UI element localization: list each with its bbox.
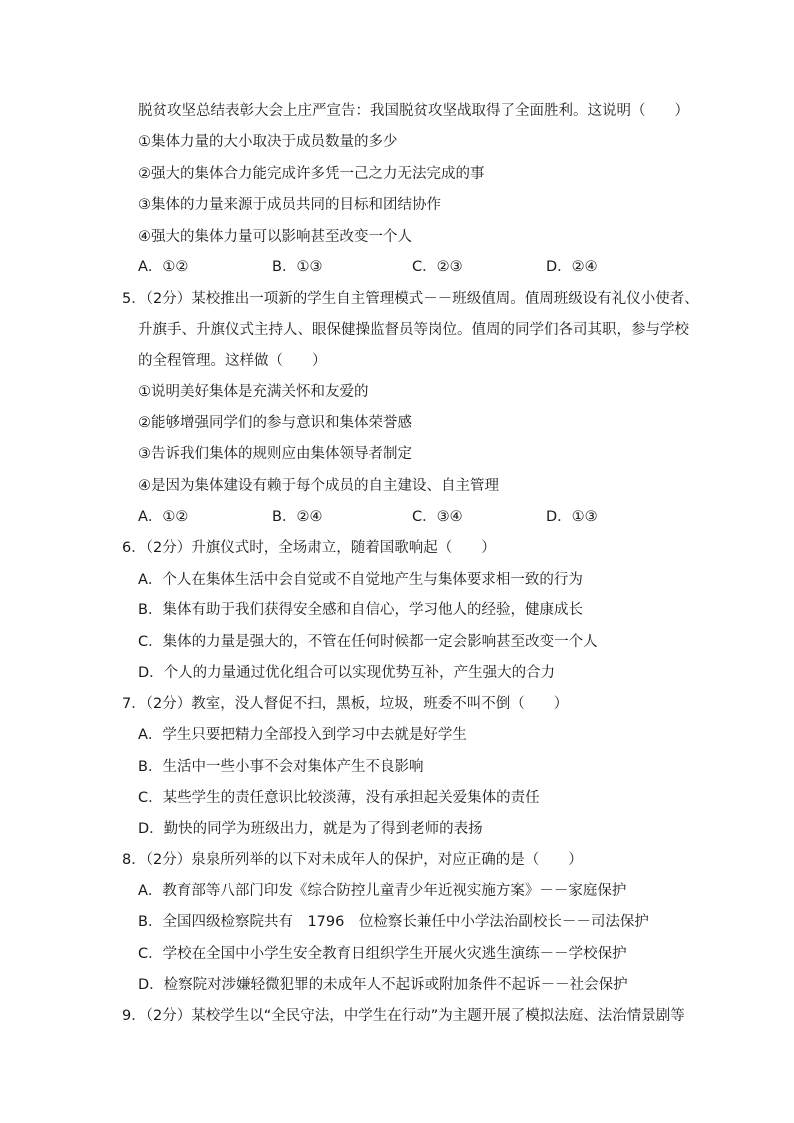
q5-item-3: ③告诉我们集体的规则应由集体领导者制定 — [138, 446, 412, 462]
q5-stem: 5．（2分）某校推出一项新的学生自主管理模式－－班级值周。值周班级设有礼仪小使者、 — [122, 291, 699, 307]
q4-choice-b[interactable]: B．①③ — [272, 259, 323, 275]
q4-item-3: ③集体的力量来源于成员共同的目标和团结协作 — [138, 197, 441, 213]
q6-option-d[interactable]: D．个人的力量通过优化组合可以实现优势互补，产生强大的合力 — [138, 665, 556, 681]
q4-choice-c[interactable]: C．②③ — [412, 259, 463, 275]
q9-stem: 9．（2分）某校学生以“全民守法，中学生在行动”为主题开展了模拟法庭、法治情景剧等 — [122, 1008, 685, 1024]
q6-option-b[interactable]: B．集体有助于我们获得安全感和自信心，学习他人的经验，健康成长 — [138, 602, 583, 618]
q4-item-2: ②强大的集体合力能完成许多凭一己之力无法完成的事 — [138, 166, 485, 182]
q6-option-a[interactable]: A．个人在集体生活中会自觉或不自觉地产生与集体要求相一致的行为 — [138, 572, 583, 588]
q8-option-a[interactable]: A．教育部等八部门印发《综合防控儿童青少年近视实施方案》－－家庭保护 — [138, 883, 627, 899]
q4-choice-d[interactable]: D．②④ — [546, 259, 598, 275]
q7-option-b[interactable]: B．生活中一些小事不会对集体产生不良影响 — [138, 759, 424, 775]
q8-option-b[interactable]: B．全国四级检察院共有 1796 位检察长兼任中小学法治副校长－－司法保护 — [138, 914, 649, 930]
q8-option-d[interactable]: D．检察院对涉嫌轻微犯罪的未成年人不起诉或附加条件不起诉－－社会保护 — [138, 977, 628, 993]
q4-choice-a[interactable]: A．①② — [138, 259, 189, 275]
q7-option-d[interactable]: D．勤快的同学为班级出力，就是为了得到老师的表扬 — [138, 821, 483, 837]
q5-item-4: ④是因为集体建设有赖于每个成员的自主建设、自主管理 — [138, 478, 499, 494]
q5-choice-b[interactable]: B．②④ — [272, 509, 323, 525]
q5-stem-line-3: 的全程管理。这样做（ ） — [138, 353, 327, 369]
q7-option-a[interactable]: A．学生只要把精力全部投入到学习中去就是好学生 — [138, 727, 467, 743]
q5-item-1: ①说明美好集体是充满关怀和友爱的 — [138, 384, 369, 400]
q5-choice-d[interactable]: D．①③ — [546, 509, 598, 525]
q5-choice-c[interactable]: C．③④ — [412, 509, 463, 525]
q8-option-c[interactable]: C．学校在全国中小学生安全教育日组织学生开展火灾逃生演练－－学校保护 — [138, 946, 627, 962]
q5-stem-line-2: 升旗手、升旗仪式主持人、眼保健操监督员等岗位。值周的同学们各司其职，参与学校 — [138, 322, 689, 338]
q6-option-c[interactable]: C．集体的力量是强大的，不管在任何时候都一定会影响甚至改变一个人 — [138, 634, 598, 650]
q4-item-4: ④强大的集体力量可以影响甚至改变一个人 — [138, 229, 412, 245]
q5-item-2: ②能够增强同学们的参与意识和集体荣誉感 — [138, 415, 412, 431]
q8-stem: 8．（2分）泉泉所列举的以下对未成年人的保护，对应正确的是（ ） — [122, 852, 583, 868]
q5-choice-a[interactable]: A．①② — [138, 509, 189, 525]
q6-stem: 6．（2分）升旗仪式时，全场肃立，随着国歌响起（ ） — [122, 540, 496, 556]
q4-stem-continuation: 脱贫攻坚总结表彰大会上庄严宣告：我国脱贫攻坚战取得了全面胜利。这说明（ ） — [138, 103, 689, 119]
q4-item-1: ①集体力量的大小取决于成员数量的多少 — [138, 134, 398, 150]
q7-stem: 7．（2分）教室，没人督促不扫，黑板，垃圾，班委不叫不倒（ ） — [122, 696, 569, 712]
q7-option-c[interactable]: C．某些学生的责任意识比较淡薄，没有承担起关爱集体的责任 — [138, 790, 540, 806]
